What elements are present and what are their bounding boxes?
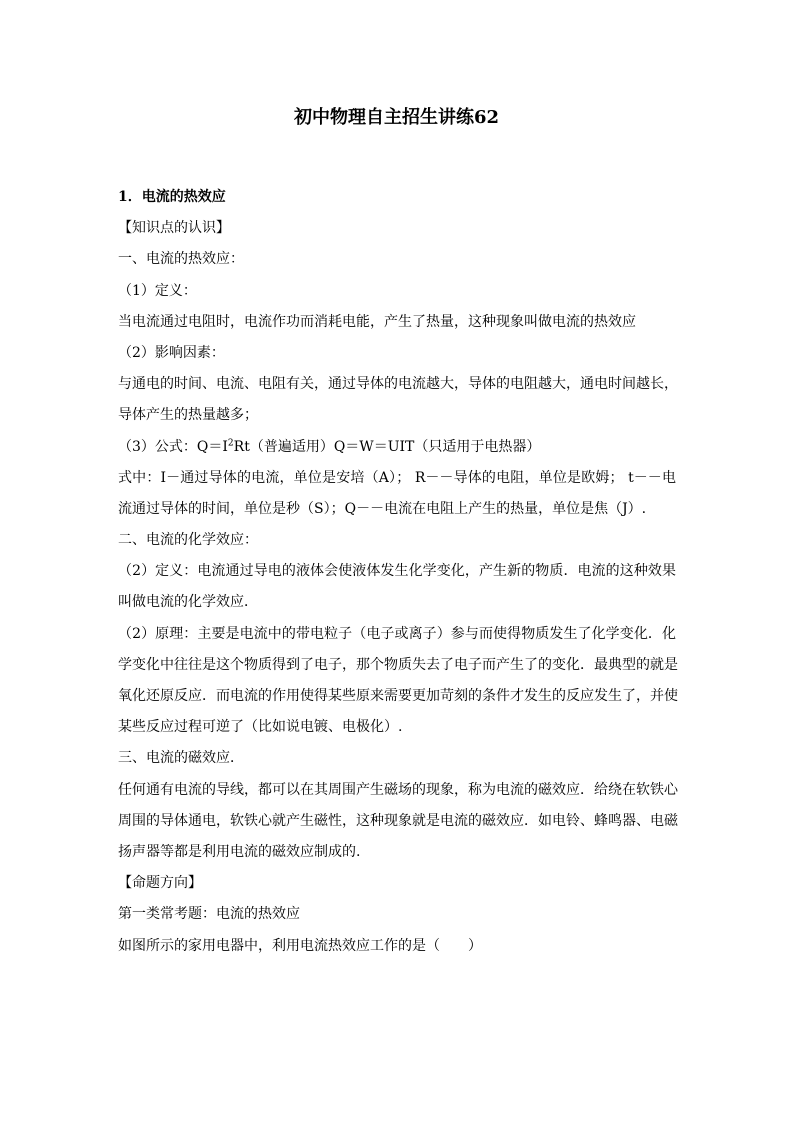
formula-prefix: （3）公式：Q＝I bbox=[118, 438, 228, 455]
thermal-factors-line-2: 导体产生的热量越多； bbox=[118, 407, 258, 424]
magnetic-heading: 三、电流的磁效应． bbox=[118, 750, 244, 767]
page-title: 初中物理自主招生讲练62 bbox=[293, 107, 500, 128]
chemical-principle-line-4: 某些反应过程可逆了（比如说电镀、电极化）. bbox=[118, 719, 403, 736]
chemical-heading: 二、电流的化学效应： bbox=[118, 532, 258, 549]
chemical-principle-line-1: （2）原理：主要是电流中的带电粒子（电子或离子）参与而使得物质发生了化学变化．化 bbox=[118, 625, 676, 642]
thermal-heading: 一、电流的热效应： bbox=[118, 251, 244, 268]
formula-superscript: 2 bbox=[227, 437, 234, 448]
direction-header: 【命题方向】 bbox=[118, 875, 202, 892]
thermal-def-text: 当电流通过电阻时，电流作功而消耗电能，产生了热量，这种现象叫做电流的热效应 bbox=[118, 313, 636, 330]
section-heading: 1．电流的热效应 bbox=[118, 189, 226, 205]
chemical-principle-line-3: 氧化还原反应．而电流的作用使得某些原来需要更加苛刻的条件才发生的反应发生了，并使 bbox=[118, 688, 678, 704]
thermal-factors-line-1: 与通电的时间、电流、电阻有关，通过导体的电流越大，导体的电阻越大，通电时间越长， bbox=[118, 376, 678, 393]
chemical-def-line-2: 叫做电流的化学效应． bbox=[118, 594, 258, 611]
thermal-explain-line-1: 式中：I－通过导体的电流，单位是安培（A）； R－－导体的电阻，单位是欧姆； t－－电 bbox=[118, 469, 676, 486]
chemical-principle-line-2: 学变化中往往是这个物质得到了电子，那个物质失去了电子而产生了的变化．最典型的就是 bbox=[118, 656, 678, 673]
knowledge-header: 【知识点的认识】 bbox=[118, 220, 230, 237]
magnetic-line-1: 任何通有电流的导线，都可以在其周围产生磁场的现象，称为电流的磁效应．给绕在软铁心 bbox=[118, 781, 678, 798]
chemical-def-line-1: （2）定义：电流通过导电的液体会使液体发生化学变化，产生新的物质．电流的这种效果 bbox=[118, 563, 676, 580]
thermal-def-label: （1）定义： bbox=[118, 282, 197, 299]
thermal-factors-label: （2）影响因素： bbox=[118, 344, 225, 361]
formula-suffix: Rt（普遍适用）Q＝W＝UIT（只适用于电热器） bbox=[233, 438, 541, 455]
magnetic-line-2: 周围的导体通电，软铁心就产生磁性，这种现象就是电流的磁效应．如电铃、蜂鸣器、电磁 bbox=[118, 812, 678, 829]
magnetic-line-3: 扬声器等都是利用电流的磁效应制成的. bbox=[118, 843, 361, 860]
question-text: 如图所示的家用电器中，利用电流热效应工作的是（ ） bbox=[118, 937, 482, 954]
document-body bbox=[118, 182, 676, 962]
thermal-formula bbox=[118, 432, 676, 463]
thermal-explain-line-2: 流通过导体的时间，单位是秒（S）；Q－－电流在电阻上产生的热量，单位是焦（J）. bbox=[118, 500, 647, 517]
question-type: 第一类常考题：电流的热效应 bbox=[118, 906, 300, 923]
